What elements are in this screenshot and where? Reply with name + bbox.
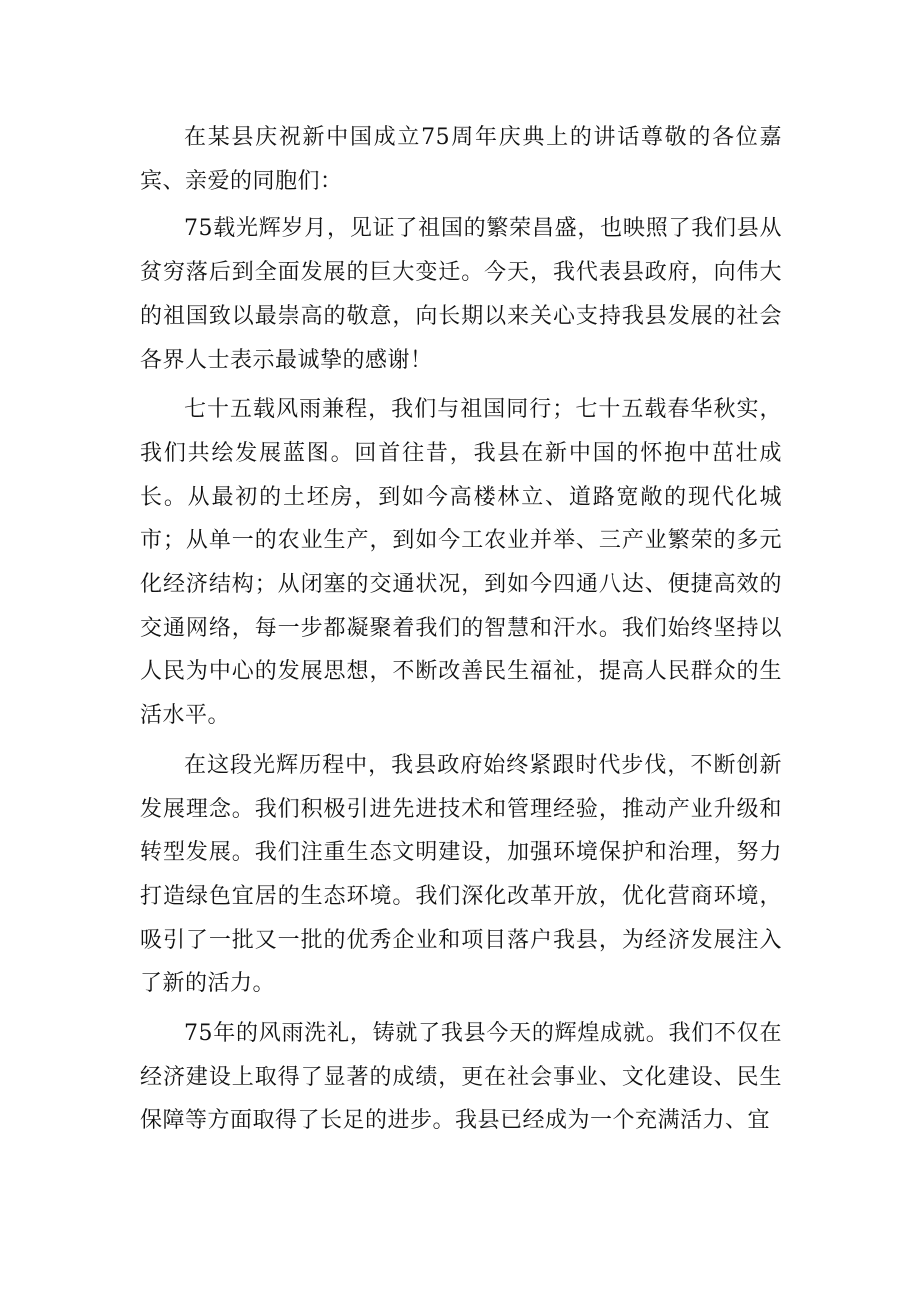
paragraph-opening: 75载光辉岁月，见证了祖国的繁荣昌盛，也映照了我们县从贫穷落后到全面发展的巨大变迁。今天，我代表县政府，向伟大的祖国致以最崇高的敬意，向长期以来关心支持我县发展的社会各界人士表示最诚挚的感谢！	[140, 216, 782, 373]
speech-body	[140, 116, 782, 1149]
paragraph-history: 七十五载风雨兼程，我们与祖国同行；七十五载春华秋实，我们共绘发展蓝图。回首往昔，我县在新中国的怀抱中茁壮成长。从最初的土坯房，到如今高楼林立、道路宽敞的现代化城市；从单一的农业生产，到如今工农业并举、三产业繁荣的多元化经济结构；从闭塞的交通状况，到如今四通八达、便捷高效的交通网络，每一步都凝聚着我们的智慧和汗水。我们始终坚持以人民为中心的发展思想，不断改善民生福祉，提高人民群众的生活水平。	[140, 397, 782, 729]
paragraph-title-greeting: 在某县庆祝新中国成立75周年庆典上的讲话尊敬的各位嘉宾、亲爱的同胞们：	[140, 125, 782, 194]
paragraph-government: 在这段光辉历程中，我县政府始终紧跟时代步伐，不断创新发展理念。我们积极引进先进技术和管理经验，推动产业升级和转型发展。我们注重生态文明建设，加强环境保护和治理，努力打造绿色宜居的生态环境。我们深化改革开放，优化营商环境，吸引了一批又一批的优秀企业和项目落户我县，为经济发展注入了新的活力。	[140, 752, 782, 997]
paragraph-achievements: 75年的风雨洗礼，铸就了我县今天的辉煌成就。我们不仅在经济建设上取得了显著的成绩，更在社会事业、文化建设、民生保障等方面取得了长足的进步。我县已经成为一个充满活力、宜	[140, 1021, 782, 1134]
